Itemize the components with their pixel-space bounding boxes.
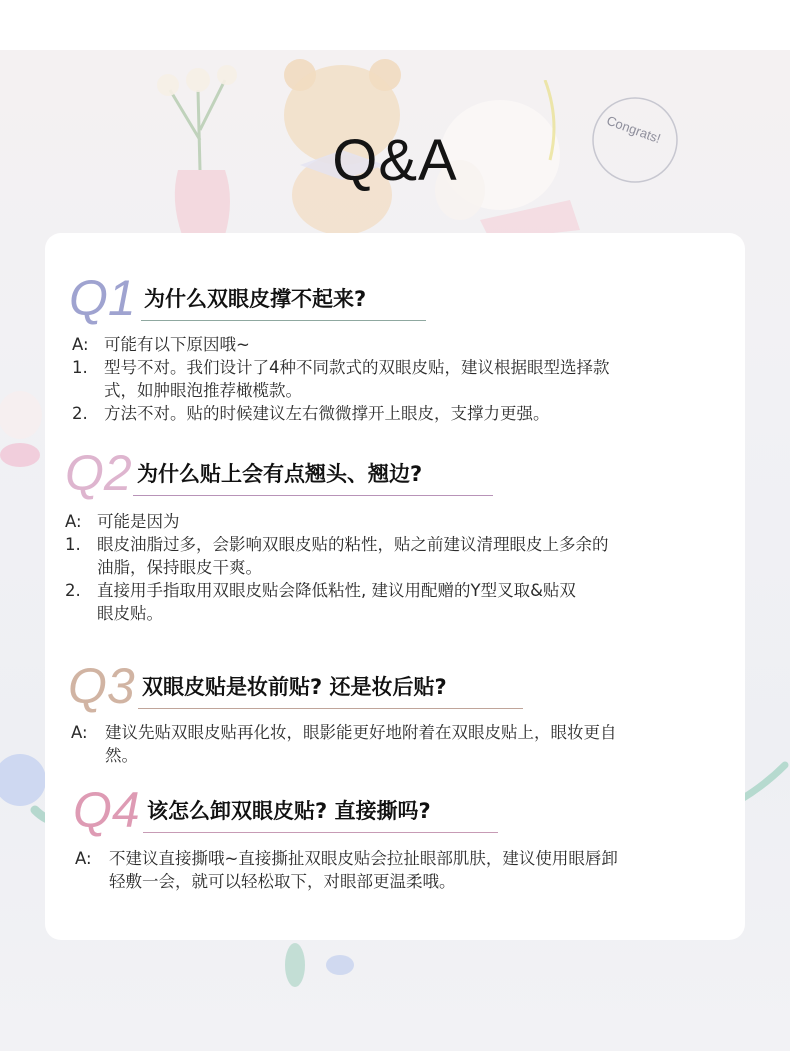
- list-item-number: 2.: [72, 404, 88, 423]
- question-number: Q4: [73, 782, 140, 838]
- question-underline: [138, 708, 523, 710]
- question-text: 双眼皮贴是妆前贴? 还是妆后贴?: [142, 675, 447, 699]
- list-item-line: 型号不对。我们设计了4种不同款式的双眼皮贴，建议根据眼型选择款: [104, 358, 610, 377]
- list-item-line: 油脂，保持眼皮干爽。: [97, 558, 262, 577]
- answer-label: A:: [72, 335, 89, 354]
- svg-text:Congrats!: Congrats!: [604, 112, 663, 147]
- question-header-q4: [73, 775, 523, 838]
- page-title: Q&A: [332, 128, 458, 193]
- answer-line: 然。: [105, 746, 138, 765]
- question-header-q1: [69, 263, 429, 326]
- answer-intro: 可能有以下原因哦~: [104, 335, 250, 354]
- list-item-line: 眼皮贴。: [97, 604, 163, 623]
- question-number: Q3: [68, 658, 135, 714]
- leaf-bottom-icon: [270, 935, 370, 995]
- answer-line: 建议先贴双眼皮贴再化妆，眼影能更好地附着在双眼皮贴上，眼妆更自: [105, 723, 617, 742]
- answer-label: A:: [65, 512, 82, 531]
- question-underline: [143, 832, 498, 834]
- answer-block-q1: [72, 333, 727, 425]
- question-text: 该怎么卸双眼皮贴? 直接撕吗?: [147, 799, 431, 823]
- qa-card: [45, 233, 745, 940]
- question-text: 为什么贴上会有点翘头、翘边?: [137, 462, 423, 486]
- answer-line: 轻敷一会，就可以轻松取下，对眼部更温柔哦。: [109, 872, 456, 891]
- list-item-line: 方法不对。贴的时候建议左右微微撑开上眼皮，支撑力更强。: [104, 404, 550, 423]
- question-number: Q1: [69, 270, 136, 326]
- question-number: Q2: [65, 445, 132, 501]
- answer-block-q2: [65, 510, 727, 625]
- bear-left-edge-illustration: [0, 380, 50, 470]
- list-item-number: 1.: [65, 535, 81, 554]
- list-item-line: 眼皮油脂过多，会影响双眼皮贴的粘性，贴之前建议清理眼皮上多余的: [97, 535, 609, 554]
- answer-label: A:: [75, 849, 92, 868]
- list-item-number: 2.: [65, 581, 81, 600]
- question-underline: [141, 320, 426, 322]
- list-item-line: 直接用手指取用双眼皮贴会降低粘性, 建议用配赠的Y型叉取&贴双: [97, 581, 576, 600]
- answer-block-q4: [75, 847, 727, 893]
- question-text: 为什么双眼皮撑不起来?: [144, 287, 367, 311]
- question-underline: [133, 495, 493, 497]
- list-item-line: 式，如肿眼泡推荐橄榄款。: [104, 381, 302, 400]
- answer-label: A:: [71, 723, 88, 742]
- question-header-q2: [65, 438, 495, 501]
- question-header-q3: [68, 651, 528, 714]
- answer-line: 不建议直接撕哦~直接撕扯双眼皮贴会拉扯眼部肌肤，建议使用眼唇卸: [109, 849, 618, 868]
- list-item-number: 1.: [72, 358, 88, 377]
- answer-intro: 可能是因为: [97, 512, 180, 531]
- answer-block-q3: [71, 721, 727, 767]
